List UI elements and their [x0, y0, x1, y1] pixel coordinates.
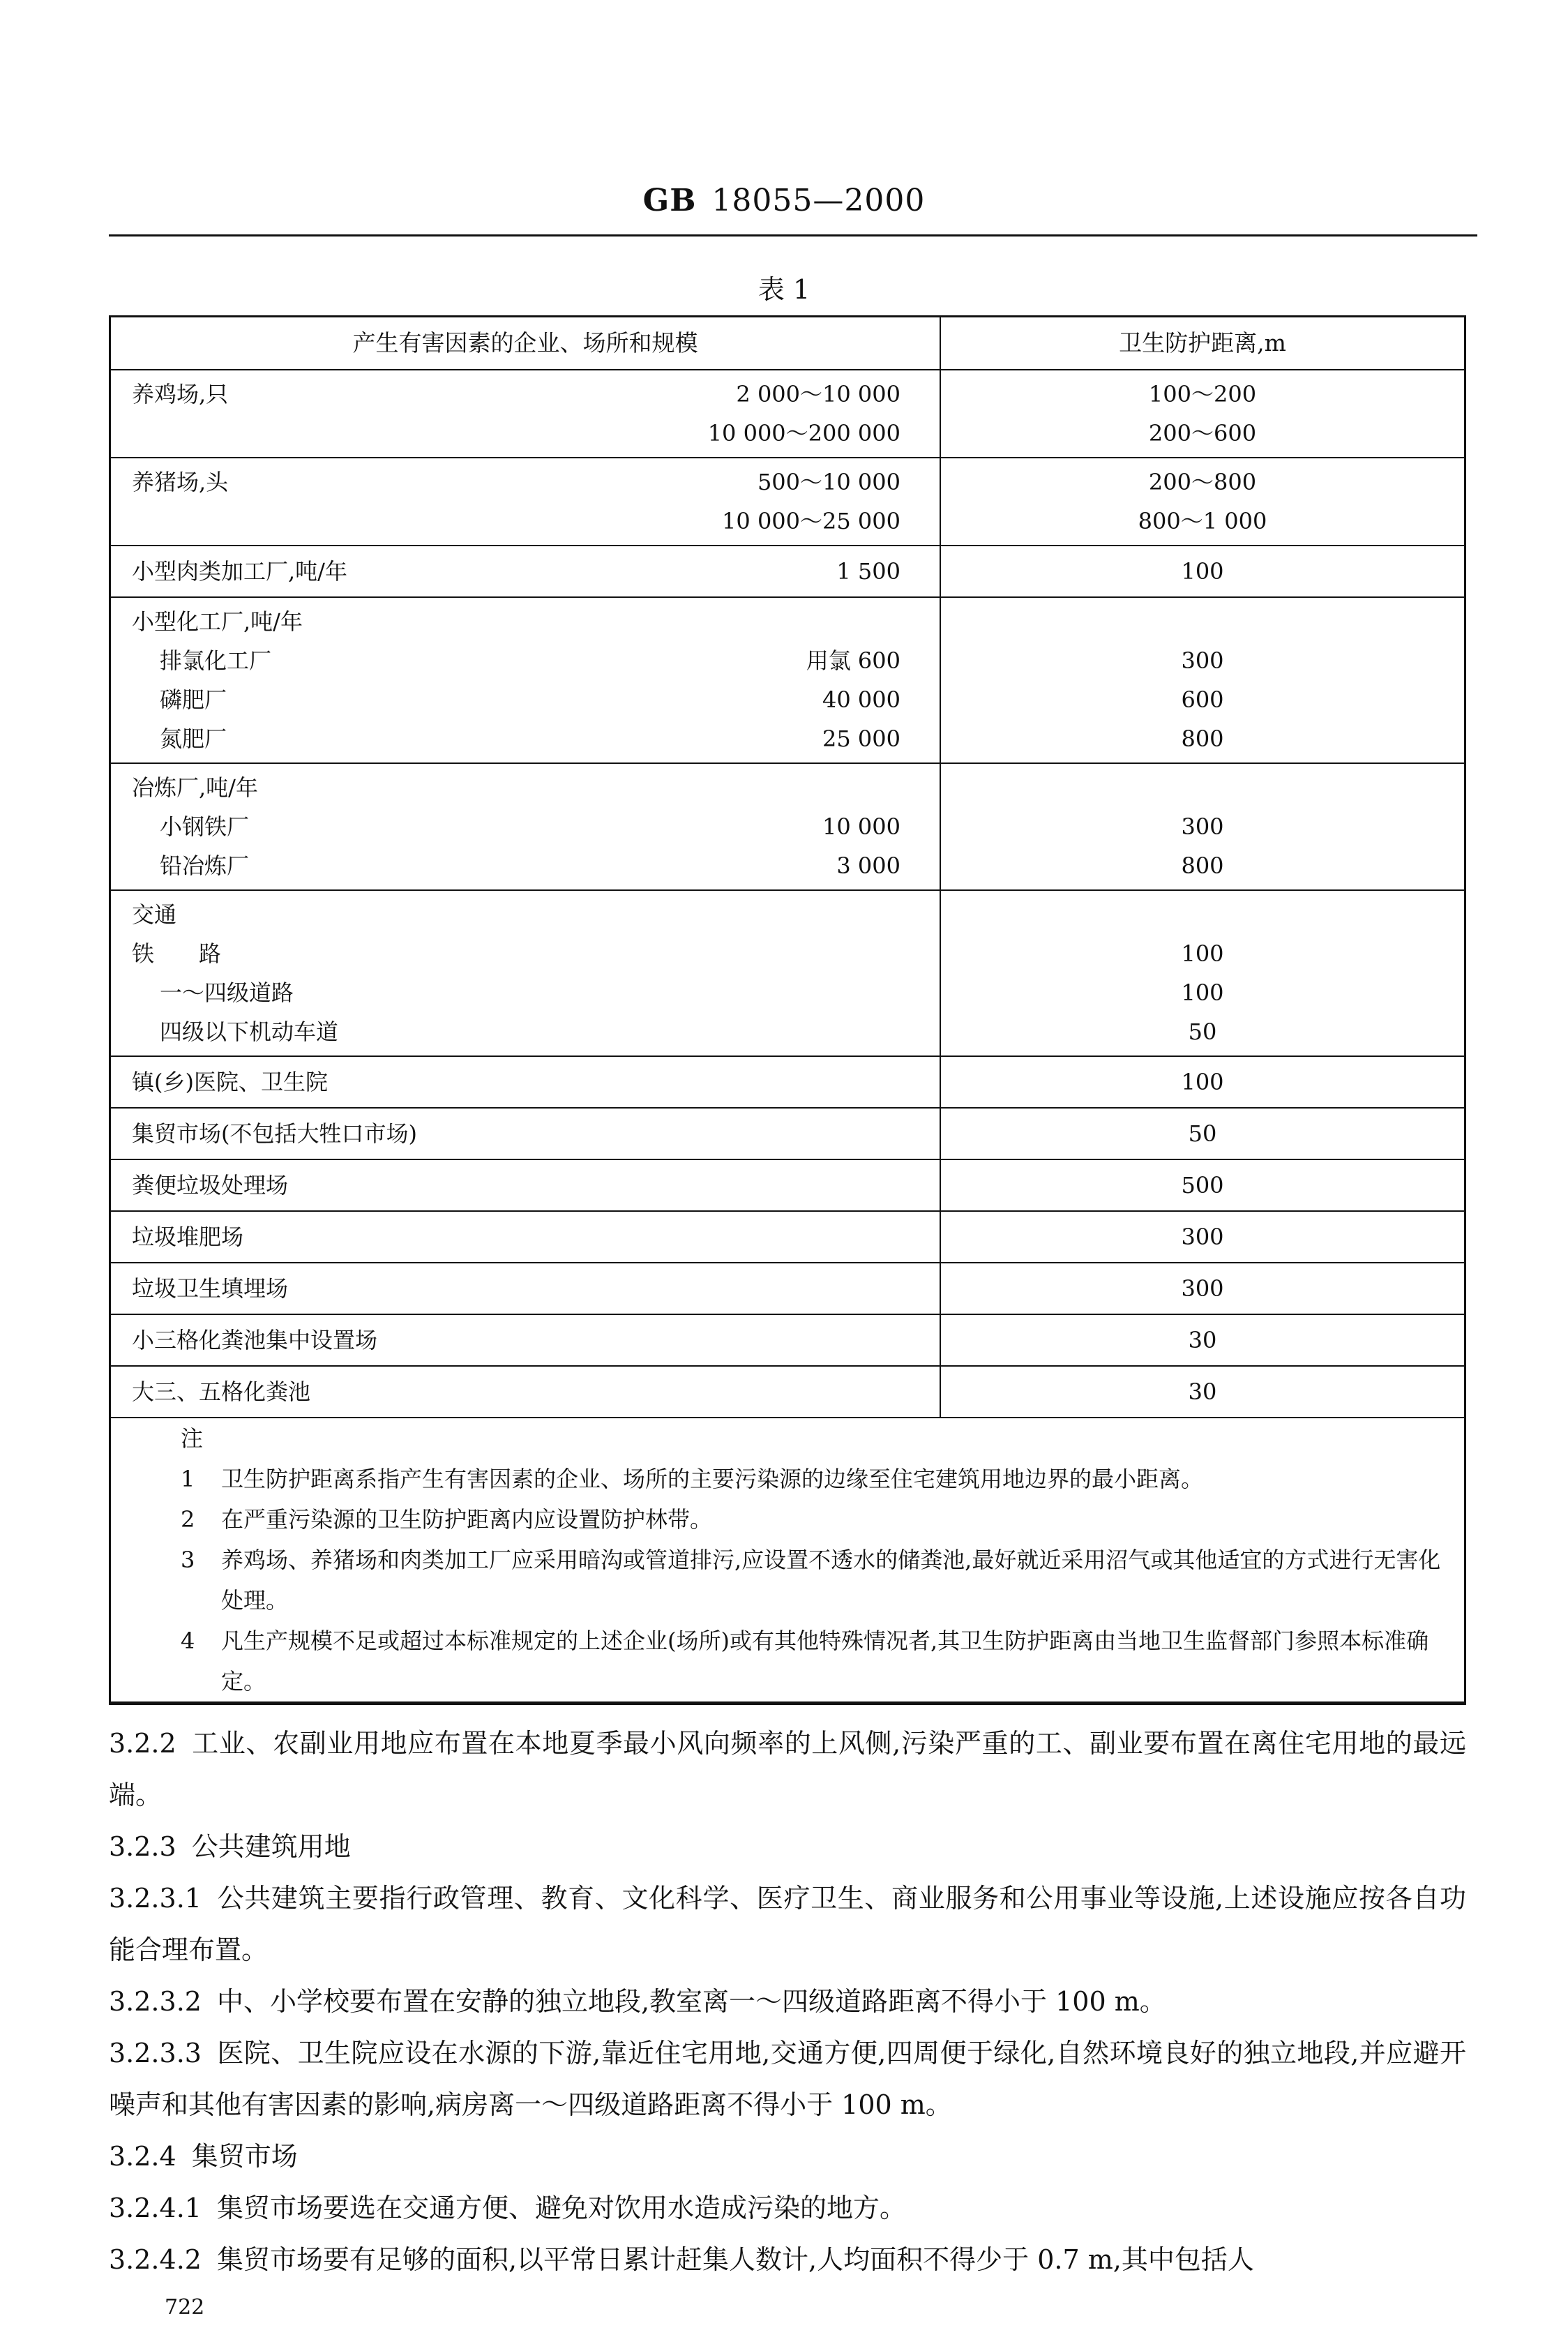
table-row: [111, 1314, 1464, 1366]
clause-number: 3.2.2: [109, 1728, 176, 1759]
row-subitem: 小钢铁厂: [160, 813, 250, 840]
clause-text: 集贸市场: [191, 2141, 298, 2172]
row-distance-cell: [940, 1314, 1464, 1366]
row-title: 养鸡场,只: [132, 381, 229, 407]
clause-paragraph: [109, 1976, 1466, 2027]
row-title: 粪便垃圾处理场: [132, 1172, 289, 1199]
row-subitem: 排氯化工厂: [160, 647, 272, 674]
row-subitem: 一～四级道路: [160, 979, 294, 1006]
note-item: [111, 1459, 1464, 1499]
col1-header: 产生有害因素的企业、场所和规模: [111, 317, 940, 370]
table-row: [111, 546, 1464, 597]
col2-header: 卫生防护距离,m: [940, 317, 1464, 370]
row-distance-cell: [940, 1211, 1464, 1263]
standard-code: GB: [642, 183, 697, 218]
row-label-cell: [111, 1366, 940, 1418]
row-distance: 50: [1188, 1019, 1217, 1045]
row-label-cell: [111, 1056, 940, 1108]
note-item: [111, 1621, 1464, 1701]
row-title: 小型化工厂,吨/年: [132, 608, 303, 635]
row-qty: 500～10 000: [757, 469, 900, 495]
row-distance: 300: [1181, 1224, 1224, 1250]
row-distance-cell: [940, 1108, 1464, 1159]
row-label-cell: [111, 1263, 940, 1314]
clause-text: 医院、卫生院应设在水源的下游,靠近住宅用地,交通方便,四周便于绿化,自然环境良好的独立地段,并应避开噪声和其他有害因素的影响,病房离一～四级道路距离不得小于 100 m。: [109, 2038, 1466, 2120]
table-row: [111, 1366, 1464, 1418]
clause-text: 集贸市场要选在交通方便、避免对饮用水造成污染的地方。: [216, 2193, 906, 2223]
row-distance: 100: [1181, 1069, 1224, 1095]
clause-text: 集贸市场要有足够的面积,以平常日累计赶集人数计,人均面积不得少于 0.7 m,其中包括人: [216, 2244, 1254, 2275]
row-qty: 1 500: [836, 558, 900, 585]
row-distance-cell: [940, 1366, 1464, 1418]
row-title: 垃圾卫生填埋场: [132, 1275, 289, 1302]
note-item: [111, 1499, 1464, 1540]
row-title: 集贸市场(不包括大牲口市场): [132, 1120, 417, 1147]
note-text: 养鸡场、养猪场和肉类加工厂应采用暗沟或管道排污,应设置不透水的储粪池,最好就近采用沼气或其他适宜的方式进行无害化处理。: [221, 1547, 1441, 1614]
table-row: [111, 370, 1464, 458]
note-text: 卫生防护距离系指产生有害因素的企业、场所的主要污染源的边缘至住宅建筑用地边界的最小距离。: [221, 1466, 1204, 1492]
row-distance-cell: [940, 546, 1464, 597]
row-distance: 30: [1188, 1378, 1217, 1405]
row-title: 小型肉类加工厂,吨/年: [132, 558, 347, 585]
row-subitem: 铁 路: [132, 940, 222, 967]
note-number: 3: [181, 1547, 195, 1573]
row-qty: 用氯 600: [806, 647, 900, 674]
row-distance: 300: [1181, 813, 1224, 840]
row-distance: 800: [1181, 852, 1224, 879]
note-number: 4: [181, 1628, 195, 1654]
clause-paragraph: [109, 2027, 1466, 2131]
row-label-cell: [111, 1159, 940, 1211]
note-number: 1: [181, 1466, 195, 1492]
clause-text: 工业、农副业用地应布置在本地夏季最小风向频率的上风侧,污染严重的工、副业要布置在离住宅用地的最远端。: [109, 1728, 1466, 1810]
row-subitem: 四级以下机动车道: [160, 1019, 339, 1045]
clause-number: 3.2.4.2: [109, 2244, 202, 2275]
clause-number: 3.2.3.3: [109, 2038, 202, 2068]
row-title: 养猪场,头: [132, 469, 229, 495]
note-text: 凡生产规模不足或超过本标准规定的上述企业(场所)或有其他特殊情况者,其卫生防护距离由当地卫生监督部门参照本标准确定。: [221, 1628, 1429, 1695]
row-distance: 200～800: [1148, 469, 1257, 495]
table-row: [111, 1056, 1464, 1108]
table-header-row: [111, 317, 1464, 370]
row-distance-cell: [940, 1159, 1464, 1211]
row-title: 冶炼厂,吨/年: [132, 774, 258, 801]
row-qty: 10 000～200 000: [707, 420, 900, 446]
table-row: [111, 1108, 1464, 1159]
clause-paragraph: [109, 2234, 1466, 2285]
row-title: 大三、五格化粪池: [132, 1378, 311, 1405]
row-label-cell: [111, 370, 940, 458]
standard-number: 18055—2000: [711, 183, 926, 218]
row-label-cell: [111, 597, 940, 763]
row-distance: 100: [1181, 558, 1224, 585]
note-item: [111, 1540, 1464, 1621]
row-distance-cell: [940, 458, 1464, 546]
row-distance-cell: [940, 1056, 1464, 1108]
clause-number: 3.2.3.1: [109, 1883, 202, 1914]
note-text: 在严重污染源的卫生防护距离内应设置防护林带。: [221, 1506, 713, 1533]
table-notes: [111, 1418, 1464, 1702]
table-notes-row: [111, 1418, 1464, 1702]
row-distance: 800: [1181, 726, 1224, 752]
clause-paragraph: [109, 1872, 1466, 1976]
clause-text: 公共建筑用地: [191, 1831, 351, 1862]
row-distance: 300: [1181, 647, 1224, 674]
clause-text: 中、小学校要布置在安静的独立地段,教室离一～四级道路距离不得小于 100 m。: [216, 1986, 1166, 2017]
row-distance: 300: [1181, 1275, 1224, 1302]
row-distance: 500: [1181, 1172, 1224, 1199]
table-row: [111, 1263, 1464, 1314]
row-subitem: 铅冶炼厂: [160, 852, 250, 879]
row-subitem: 氮肥厂: [160, 726, 227, 752]
clause-number: 3.2.4: [109, 2141, 176, 2172]
clause-text: 公共建筑主要指行政管理、教育、文化科学、医疗卫生、商业服务和公用事业等设施,上述设施应按各自功能合理布置。: [109, 1883, 1466, 1965]
table-row: [111, 458, 1464, 546]
row-distance: 800～1 000: [1138, 508, 1267, 534]
row-distance-cell: [940, 597, 1464, 763]
row-distance: 600: [1181, 686, 1224, 713]
clause-paragraph: [109, 1821, 1466, 1872]
row-label-cell: [111, 1211, 940, 1263]
table-row: [111, 1159, 1464, 1211]
clause-paragraph: [109, 2131, 1466, 2182]
row-distance: 30: [1188, 1327, 1217, 1353]
row-label-cell: [111, 1314, 940, 1366]
row-qty: 3 000: [836, 852, 900, 879]
row-distance: 100～200: [1148, 381, 1257, 407]
distance-table: [109, 315, 1466, 1705]
page-number: 722: [165, 2295, 205, 2320]
clause-number: 3.2.4.1: [109, 2193, 202, 2223]
table-row: [111, 890, 1464, 1056]
row-distance: 100: [1181, 940, 1224, 967]
clause-number: 3.2.3.2: [109, 1986, 202, 2017]
row-distance-cell: [940, 370, 1464, 458]
row-qty: 25 000: [822, 726, 900, 752]
row-qty: 10 000～25 000: [722, 508, 900, 534]
table-caption: 表 1: [757, 274, 811, 305]
header-rule: [109, 234, 1477, 236]
row-title: 小三格化粪池集中设置场: [132, 1327, 378, 1353]
clause-number: 3.2.3: [109, 1831, 176, 1862]
row-title: 镇(乡)医院、卫生院: [132, 1069, 328, 1095]
row-label-cell: [111, 763, 940, 890]
row-label-cell: [111, 458, 940, 546]
row-distance-cell: [940, 1263, 1464, 1314]
row-label-cell: [111, 546, 940, 597]
row-label-cell: [111, 890, 940, 1056]
table-row: [111, 1211, 1464, 1263]
row-qty: 40 000: [822, 686, 900, 713]
row-distance: 100: [1181, 979, 1224, 1006]
row-distance: 200～600: [1148, 420, 1257, 446]
row-title: 交通: [132, 901, 177, 928]
row-distance-cell: [940, 763, 1464, 890]
body-text: [109, 1718, 1466, 2285]
row-distance-cell: [940, 890, 1464, 1056]
clause-paragraph: [109, 1718, 1466, 1821]
row-qty: 10 000: [822, 813, 900, 840]
row-label-cell: [111, 1108, 940, 1159]
table-row: [111, 763, 1464, 890]
row-qty: 2 000～10 000: [736, 381, 900, 407]
table-row: [111, 597, 1464, 763]
clause-paragraph: [109, 2182, 1466, 2234]
row-title: 垃圾堆肥场: [132, 1224, 244, 1250]
notes-heading: 注: [181, 1425, 204, 1452]
row-subitem: 磷肥厂: [160, 686, 227, 713]
note-number: 2: [181, 1506, 195, 1533]
standard-header: [0, 183, 1568, 218]
row-distance: 50: [1188, 1120, 1217, 1147]
